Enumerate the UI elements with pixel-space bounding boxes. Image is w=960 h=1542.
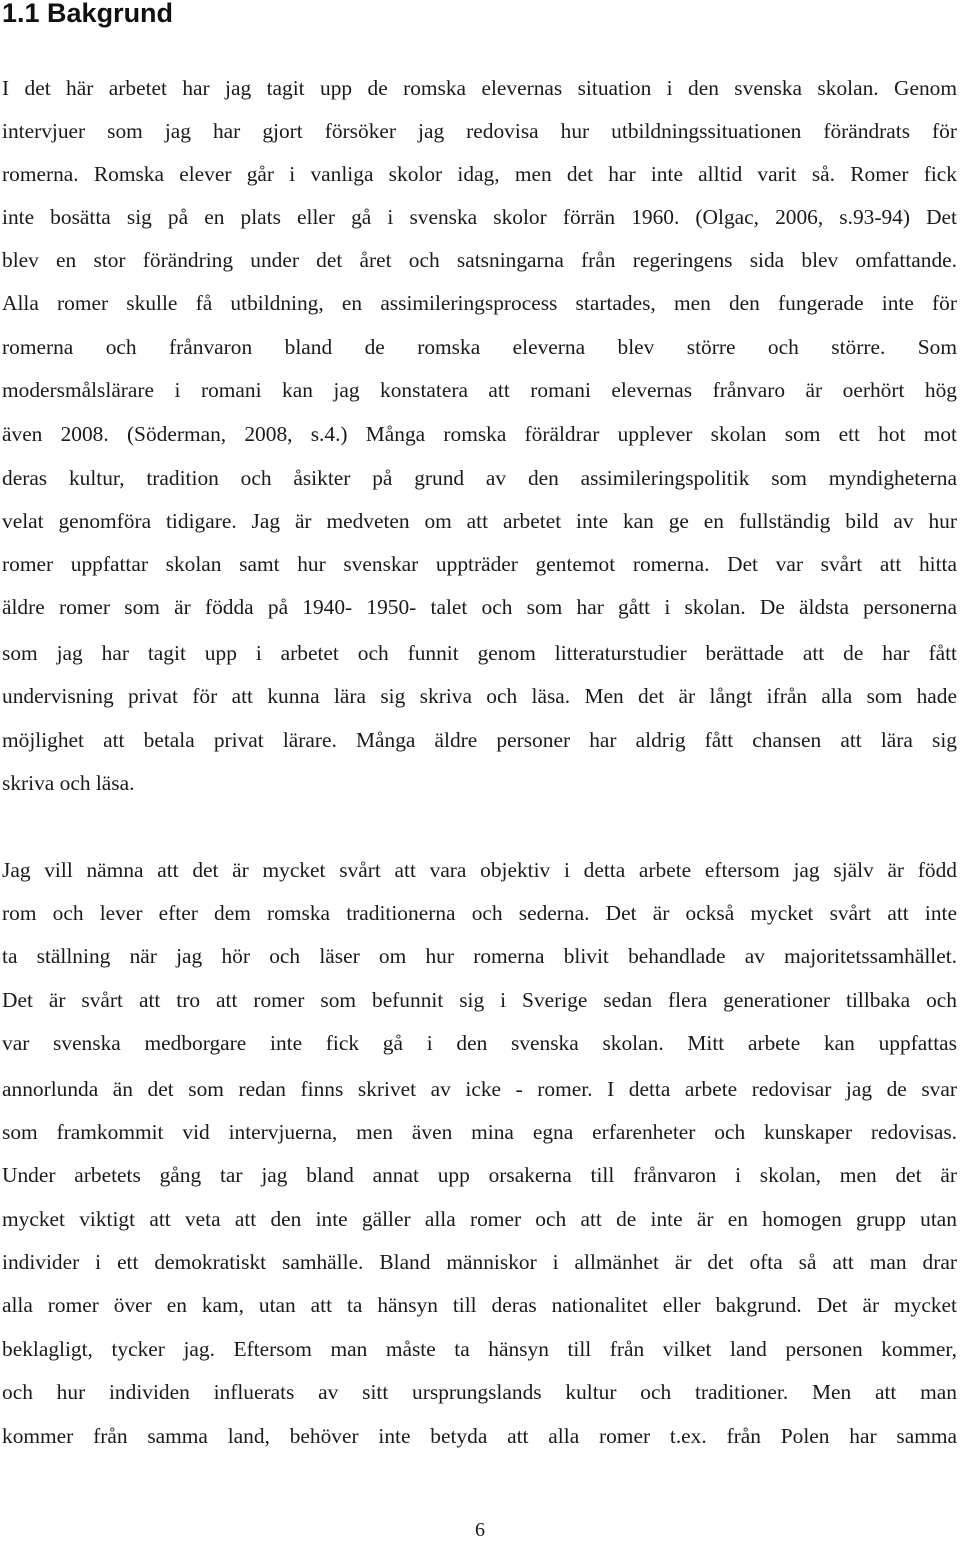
paragraph-line: Det är svårt att tro att romer som befunnit sig i Sverige sedan flera generationer tillbaka och [2, 988, 957, 1012]
paragraph-line: blev en stor förändring under det året och satsningarna från regeringens sida blev omfattande. [2, 248, 957, 272]
paragraph-line: som framkommit vid intervjuerna, men även mina egna erfarenheter och kunskaper redovisas. [2, 1120, 957, 1144]
paragraph-line: beklagligt, tycker jag. Eftersom man måste ta hänsyn till från vilket land personen kommer, [2, 1337, 957, 1361]
paragraph-line: I det här arbetet har jag tagit upp de romska elevernas situation i den svenska skolan. Genom [2, 76, 957, 100]
paragraph-line: velat genomföra tidigare. Jag är medveten om att arbetet inte kan ge en fullständig bild av hur [2, 509, 957, 533]
paragraph-line: romerna och frånvaron bland de romska eleverna blev större och större. Som [2, 335, 957, 359]
paragraph-line: och hur individen influerats av sitt ursprungslands kultur och traditioner. Men att man [2, 1380, 957, 1404]
paragraph-line: alla romer över en kam, utan att ta hänsyn till deras nationalitet eller bakgrund. Det är mycket [2, 1293, 957, 1317]
paragraph-line: möjlighet att betala privat lärare. Många äldre personer har aldrig fått chansen att lära sig [2, 728, 957, 752]
page-number: 6 [475, 1519, 485, 1541]
paragraph-line: ta ställning när jag hör och läser om hur romerna blivit behandlade av majoritetssamhället. [2, 944, 957, 968]
paragraph-line: skriva och läsa. [2, 771, 135, 795]
paragraph-line: undervisning privat för att kunna lära sig skriva och läsa. Men det är långt ifrån alla som hade [2, 684, 957, 708]
paragraph-line: Jag vill nämna att det är mycket svårt att vara objektiv i detta arbete eftersom jag själv är född [2, 858, 957, 882]
paragraph-line: även 2008. (Söderman, 2008, s.4.) Många romska föräldrar upplever skolan som ett hot mot [2, 422, 957, 446]
paragraph-line: intervjuer som jag har gjort försöker jag redovisa hur utbildningssituationen förändrats för [2, 119, 957, 143]
paragraph-line: rom och lever efter dem romska traditionerna och sederna. Det är också mycket svårt att inte [2, 901, 957, 925]
paragraph-line: mycket viktigt att veta att den inte gäller alla romer och att de inte är en homogen grupp utan [2, 1207, 957, 1231]
paragraph-line: som jag har tagit upp i arbetet och funnit genom litteraturstudier berättade att de har fått [2, 641, 957, 665]
paragraph-line: deras kultur, tradition och åsikter på grund av den assimileringspolitik som myndigheterna [2, 466, 957, 490]
section-heading: 1.1 Bakgrund [2, 0, 174, 28]
paragraph-line: äldre romer som är födda på 1940- 1950- talet och som har gått i skolan. De äldsta personerna [2, 595, 957, 619]
paragraph-line: romer uppfattar skolan samt hur svenskar uppträder gentemot romerna. Det var svårt att hitta [2, 552, 957, 576]
paragraph-line: inte bosätta sig på en plats eller gå i svenska skolor förrän 1960. (Olgac, 2006, s.93-94) Det [2, 205, 957, 229]
paragraph-line: annorlunda än det som redan finns skrivet av icke - romer. I detta arbete redovisar jag de svar [2, 1077, 957, 1101]
paragraph-line: var svenska medborgare inte fick gå i den svenska skolan. Mitt arbete kan uppfattas [2, 1031, 957, 1055]
paragraph-line: Alla romer skulle få utbildning, en assimileringsprocess startades, men den fungerade inte för [2, 291, 957, 315]
paragraph-line: modersmålslärare i romani kan jag konstatera att romani elevernas frånvaro är oerhört hög [2, 378, 957, 402]
paragraph-line: individer i ett demokratiskt samhälle. Bland människor i allmänhet är det ofta så att man drar [2, 1250, 957, 1274]
paragraph-line: Under arbetets gång tar jag bland annat upp orsakerna till frånvaron i skolan, men det är [2, 1163, 957, 1187]
paragraph-line: romerna. Romska elever går i vanliga skolor idag, men det har inte alltid varit så. Romer fick [2, 162, 957, 186]
paragraph-line: kommer från samma land, behöver inte betyda att alla romer t.ex. från Polen har samma [2, 1424, 957, 1448]
